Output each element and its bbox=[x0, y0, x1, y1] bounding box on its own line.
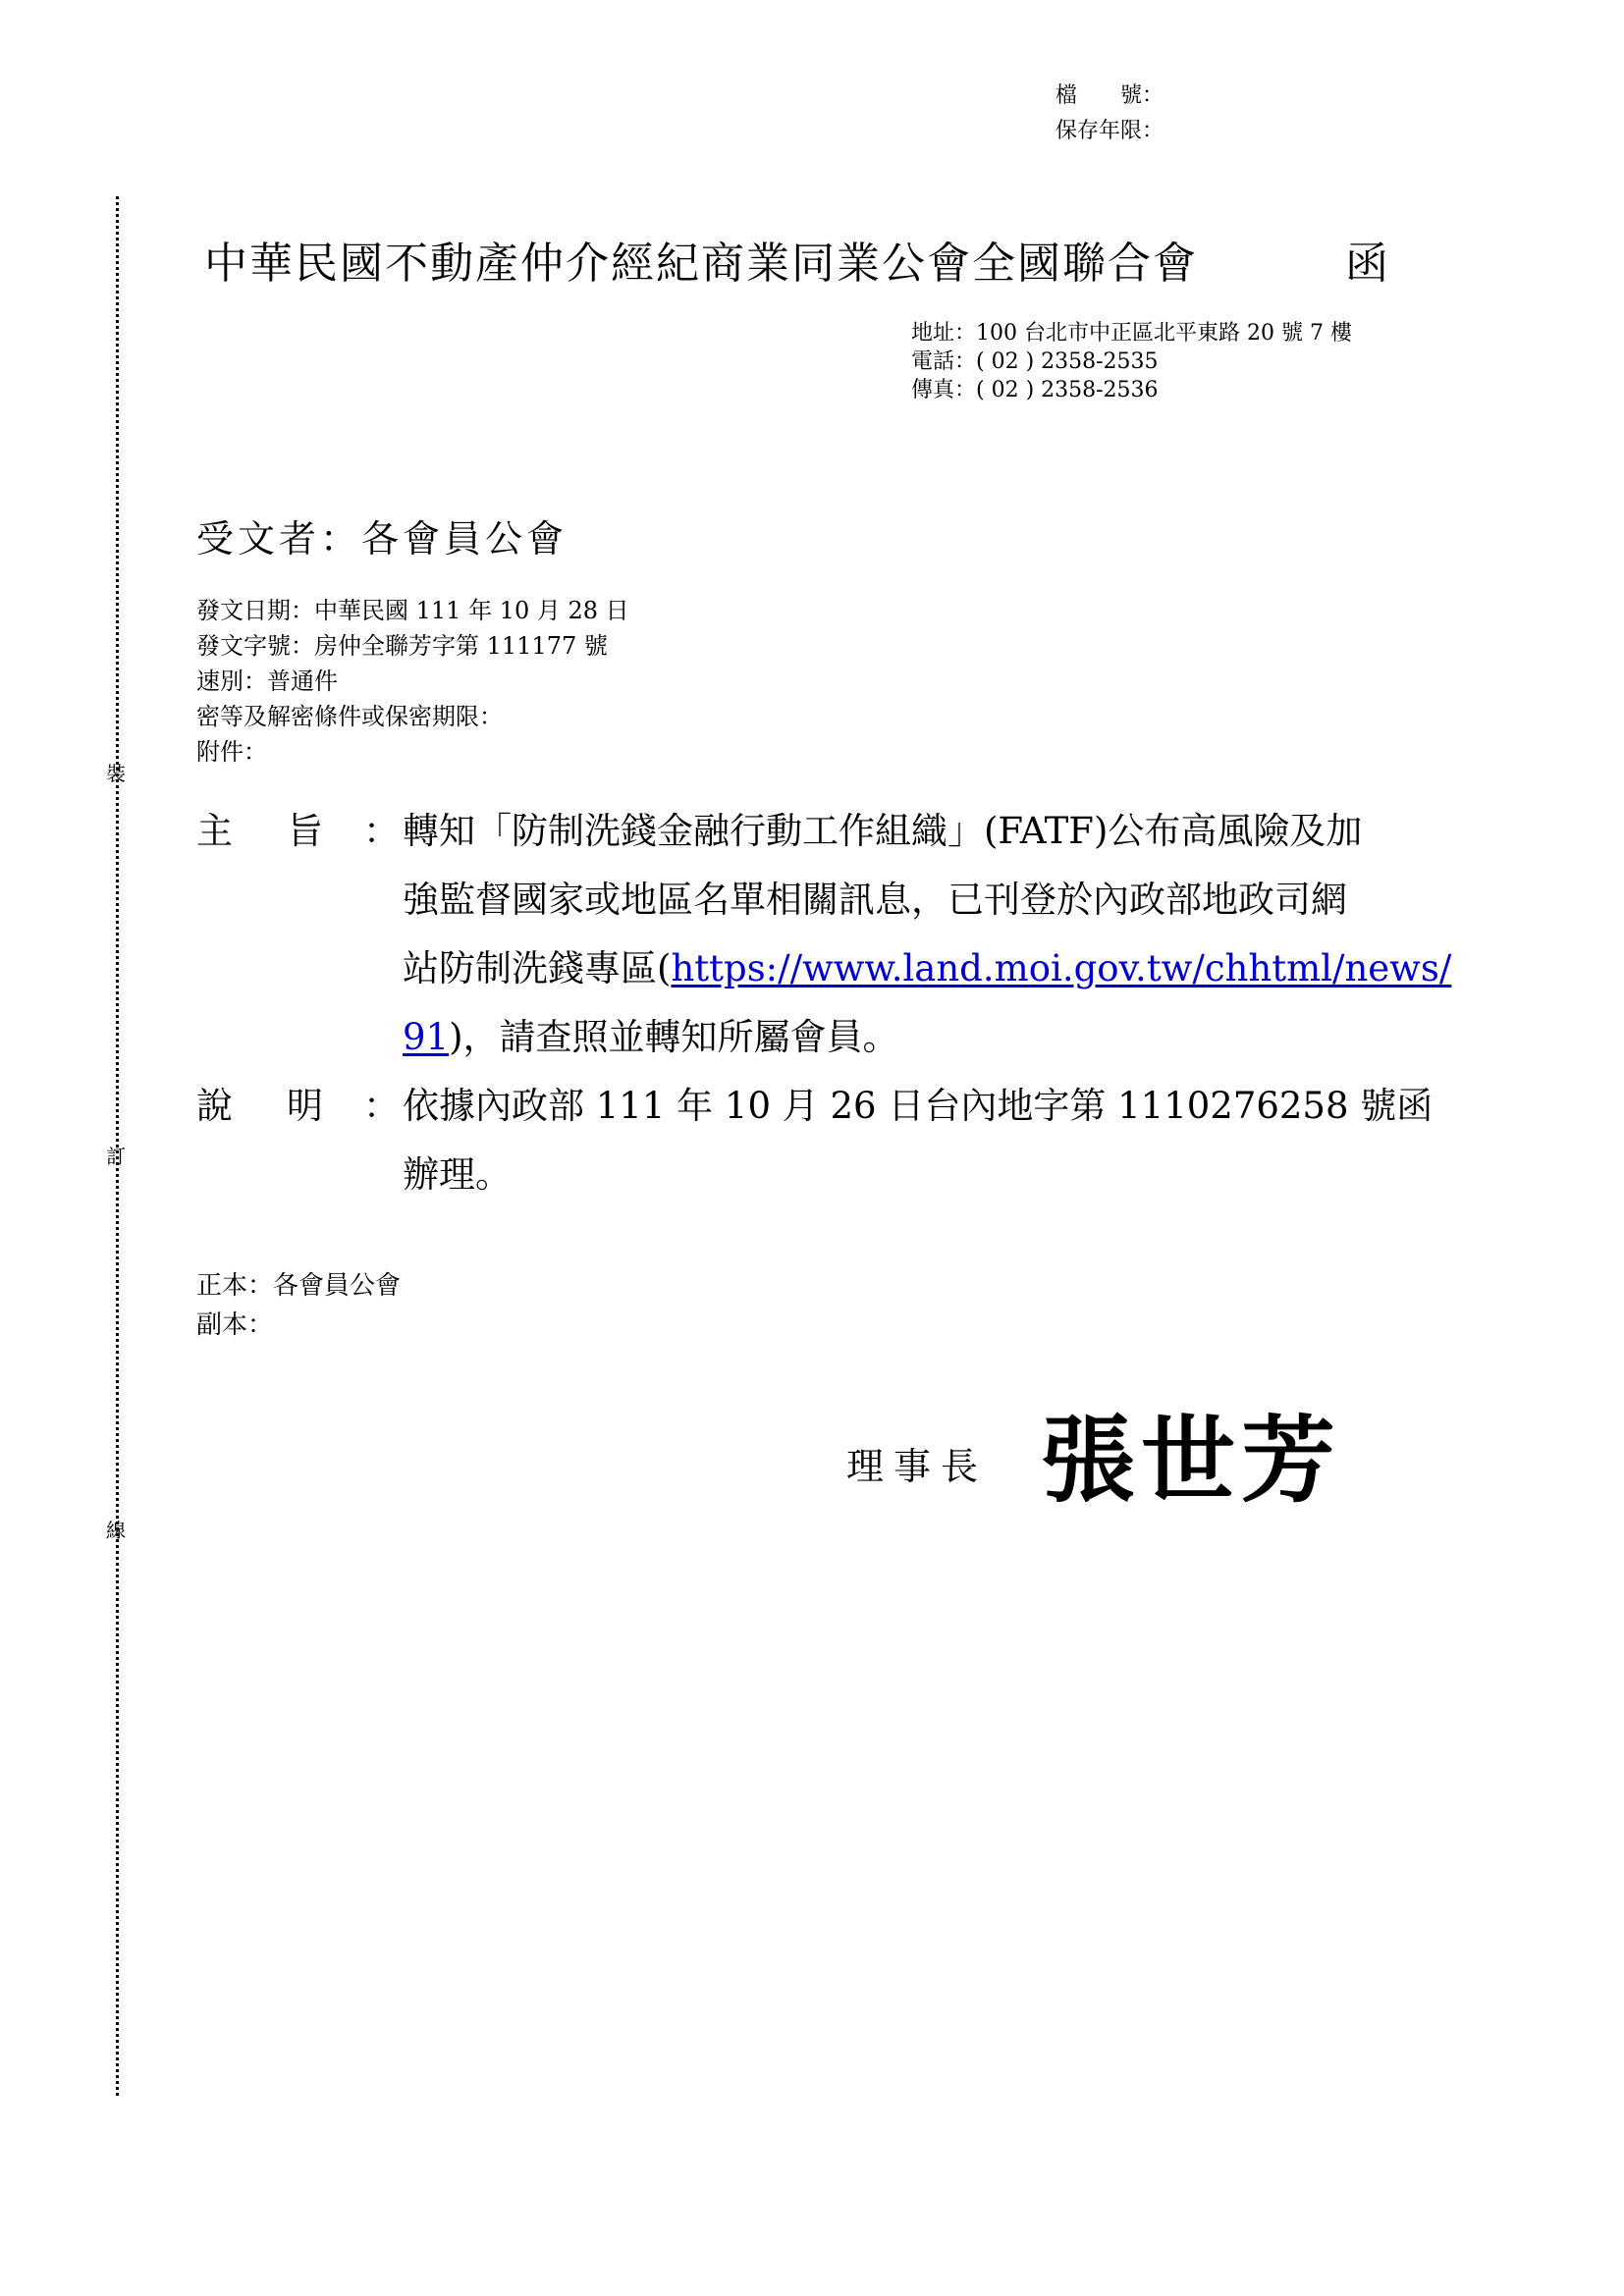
copy-recipients bbox=[196, 1306, 401, 1345]
meta-field-attachment bbox=[196, 734, 629, 770]
subject-line-4 bbox=[403, 1003, 1483, 1072]
explanation-line-2: 辦理。 bbox=[403, 1153, 512, 1196]
subject-line-4-text: )，請查照並轉知所屬會員。 bbox=[449, 1016, 899, 1058]
meta-field-label: 速別： bbox=[196, 667, 267, 695]
explanation-line-1: 依據內政部 111 年 10 月 26 日台內地字第 1110276258 號函 bbox=[403, 1085, 1434, 1127]
subject-line-2: 強監督國家或地區名單相關訊息，已刊登於內政部地政司網 bbox=[403, 879, 1347, 921]
original-label: 正本： bbox=[196, 1271, 274, 1301]
subject-line-3 bbox=[403, 934, 1483, 1003]
binding-char-ding: 訂 bbox=[106, 1145, 126, 1168]
meta-field-value: 房仲全聯芳字第 111177 號 bbox=[314, 632, 608, 660]
contact-phone: 電話：( 02 ) 2358-2535 bbox=[911, 349, 1159, 374]
moi-aml-link-continued[interactable]: 91 bbox=[403, 1016, 450, 1058]
retention-period-row bbox=[1056, 114, 1164, 149]
subject-label bbox=[196, 797, 400, 866]
explanation-text bbox=[365, 1072, 1483, 1209]
meta-fields bbox=[196, 593, 629, 770]
retention-period-label: 保存年限： bbox=[1056, 119, 1164, 143]
meta-field-priority bbox=[196, 664, 629, 699]
subject-text bbox=[365, 797, 1483, 1072]
meta-field-date bbox=[196, 593, 629, 628]
file-meta bbox=[1056, 79, 1164, 149]
original-value: 各會員公會 bbox=[273, 1271, 402, 1301]
subject-line-1: 轉知「防制洗錢金融行動工作組織」(FATF)公布高風險及加 bbox=[403, 810, 1363, 852]
subject-section bbox=[196, 797, 1483, 1072]
explanation-section bbox=[196, 1072, 1483, 1209]
binding-char-zhuang: 裝 bbox=[106, 762, 126, 785]
recipient-value: 各會員公會 bbox=[361, 517, 568, 561]
binding-char-xian: 線 bbox=[106, 1519, 126, 1542]
explanation-colon: ： bbox=[363, 1085, 400, 1127]
meta-field-label: 附件： bbox=[196, 738, 267, 766]
subject-line-3-text: 站防制洗錢專區( bbox=[403, 947, 672, 989]
document-type: 函 bbox=[1345, 239, 1388, 289]
subject-label-char-2: 旨 bbox=[287, 810, 323, 852]
contact-address: 地址：100 台北市中正區北平東路 20 號 7 樓 bbox=[911, 321, 1352, 346]
explanation-label bbox=[196, 1072, 400, 1141]
meta-field-label: 發文日期： bbox=[196, 597, 314, 624]
subject-label-char-1: 主 bbox=[196, 810, 233, 852]
recipient-label: 受文者： bbox=[196, 517, 362, 561]
archive-number-row bbox=[1056, 79, 1164, 114]
explanation-label-char-1: 說 bbox=[196, 1085, 233, 1127]
meta-field-doc-number bbox=[196, 628, 629, 664]
contact-info bbox=[911, 319, 1352, 404]
meta-field-value: 中華民國 111 年 10 月 28 日 bbox=[314, 597, 629, 624]
moi-aml-link[interactable]: https://www.land.moi.gov.tw/chhtml/news/ bbox=[671, 947, 1452, 989]
signatory-name: 張世芳 bbox=[1041, 1405, 1341, 1516]
meta-field-value: 普通件 bbox=[267, 667, 338, 695]
original-recipients bbox=[196, 1266, 401, 1306]
meta-field-label: 密等及解密條件或保密期限： bbox=[196, 703, 503, 730]
archive-number-label: 檔 號： bbox=[1056, 83, 1164, 108]
contact-fax: 傳真：( 02 ) 2358-2536 bbox=[911, 378, 1159, 402]
distribution bbox=[196, 1266, 401, 1345]
subject-colon: ： bbox=[363, 810, 400, 852]
explanation-label-char-2: 明 bbox=[287, 1085, 323, 1127]
copy-label: 副本： bbox=[196, 1310, 274, 1340]
recipient bbox=[196, 508, 568, 562]
signatory-title: 理事長 bbox=[846, 1445, 989, 1488]
organization-title: 中華民國不動產仲介經紀商業同業公會全國聯合會 bbox=[204, 239, 1198, 289]
meta-field-label: 發文字號： bbox=[196, 632, 314, 660]
meta-field-classification bbox=[196, 699, 629, 734]
